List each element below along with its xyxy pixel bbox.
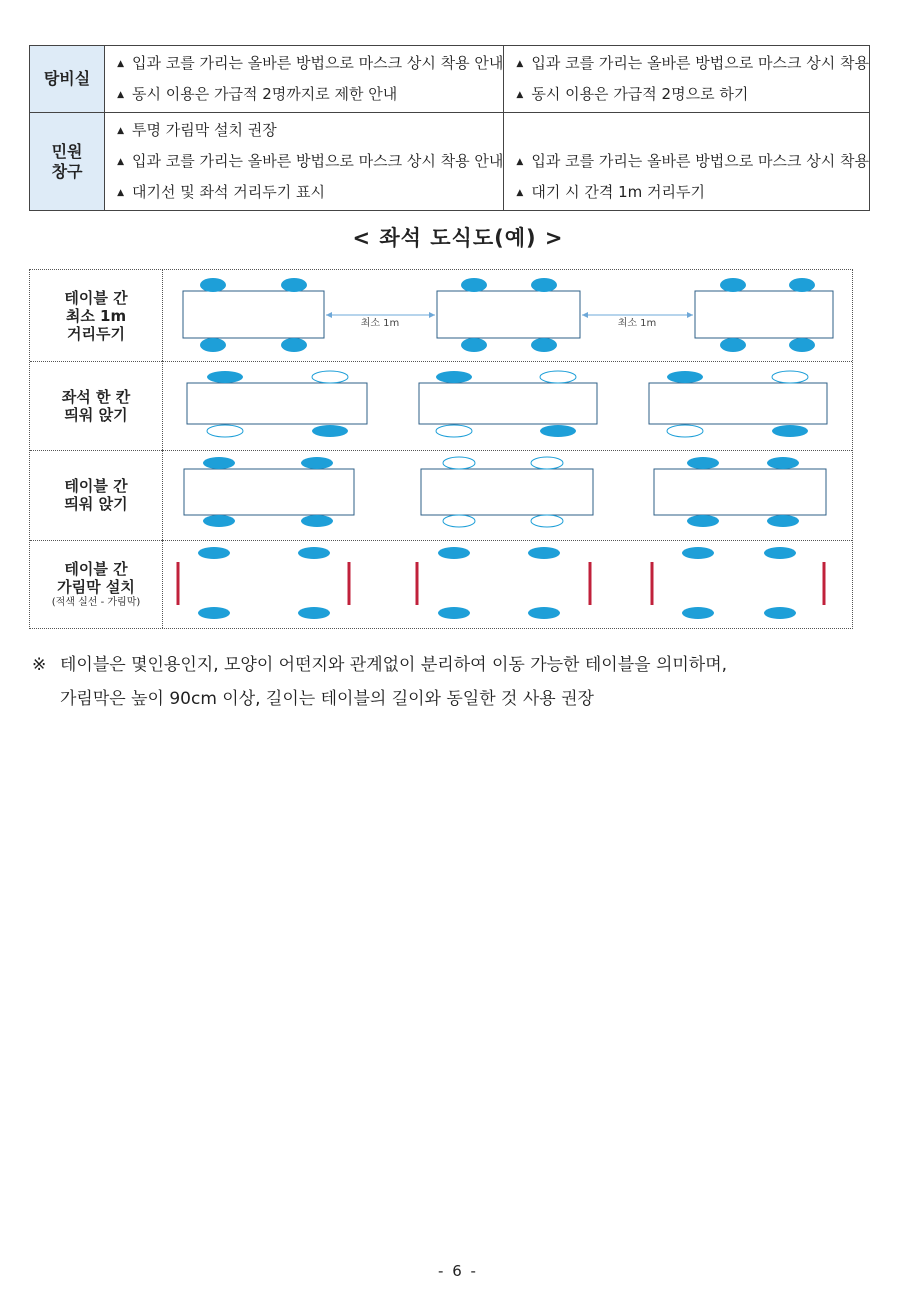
seat-empty <box>540 371 576 383</box>
skip-seat-layout-svg <box>163 361 852 450</box>
list-item <box>516 177 869 208</box>
diagram-art <box>163 270 852 361</box>
diagram-art <box>163 361 852 450</box>
arrowhead-left-icon <box>326 312 332 318</box>
diagram-row-label <box>30 540 163 628</box>
row-label-line: 최소 1m <box>65 306 127 325</box>
row-label-line: 테이블 간 <box>64 477 128 495</box>
table-cell-user-guide <box>504 113 870 211</box>
seat-occupied <box>767 515 799 527</box>
seat-empty <box>531 457 563 469</box>
footnote-text: 테이블은 몇인용인지, 모양이 어떤지와 관계없이 분리하여 이동 가능한 테이블을 의미하며, <box>60 655 728 675</box>
seat-occupied <box>720 338 746 352</box>
row-label-line: 띄워 앉기 <box>64 405 128 424</box>
seat-occupied <box>461 338 487 352</box>
seat-occupied <box>203 515 235 527</box>
guideline-table <box>29 45 870 211</box>
seat-occupied <box>667 371 703 383</box>
seat-empty <box>207 425 243 437</box>
footnote <box>32 648 892 716</box>
list-item <box>516 48 869 79</box>
list-item <box>117 177 503 208</box>
seat-occupied <box>764 547 796 559</box>
row-header-pantry <box>30 46 105 113</box>
table-shape <box>419 383 597 424</box>
seat-occupied <box>438 547 470 559</box>
table-shape <box>184 469 354 515</box>
distance-label: 최소 1m <box>617 318 657 329</box>
seat-occupied <box>200 338 226 352</box>
seat-occupied <box>682 547 714 559</box>
triangle-bullet-icon: ▲ <box>117 59 124 69</box>
seat-empty <box>312 371 348 383</box>
row-header-service-counter <box>30 113 105 211</box>
table-shape <box>421 469 593 515</box>
triangle-bullet-icon: ▲ <box>516 157 524 167</box>
row-label-line: 테이블 간 <box>64 288 128 307</box>
seat-occupied <box>312 425 348 437</box>
seat-occupied <box>438 607 470 619</box>
seat-empty <box>531 515 563 527</box>
list-item <box>117 146 503 177</box>
seat-occupied <box>281 338 307 352</box>
diagram-row-label <box>30 361 163 450</box>
table-cell-admin-guide <box>105 46 504 113</box>
table-shape <box>654 469 826 515</box>
row-sublabel: (적색 실선 - 가림막) <box>51 596 141 608</box>
seat-occupied <box>436 371 472 383</box>
list-item <box>117 79 503 110</box>
row-label-line: 거리두기 <box>67 324 125 343</box>
list-item-text: 입과 코를 가리는 올바른 방법으로 마스크 상시 착용 <box>531 54 869 72</box>
seat-occupied <box>198 607 230 619</box>
list-item-text: 투명 가림막 설치 권장 <box>131 121 277 139</box>
seat-occupied <box>528 607 560 619</box>
list-item-text: 대기 시 간격 1m 거리두기 <box>531 183 705 201</box>
row-label-line: 띄워 앉기 <box>64 495 128 513</box>
table-shape <box>187 383 367 424</box>
triangle-bullet-icon: ▲ <box>516 90 524 100</box>
diagram-row-partition <box>30 540 852 628</box>
seat-occupied <box>720 278 746 292</box>
diagram-art <box>163 450 852 540</box>
reference-mark-icon: ※ <box>32 655 47 675</box>
diagram-row-skip-seat <box>30 361 852 451</box>
list-item-text: 동시 이용은 가급적 2명으로 하기 <box>531 85 749 103</box>
diagram-art <box>163 540 852 628</box>
footnote-line <box>32 648 892 682</box>
list-item <box>516 146 869 177</box>
diagram-row-label <box>30 270 163 361</box>
seat-occupied <box>687 515 719 527</box>
page-number: - 6 - <box>438 1262 478 1280</box>
figure-title: < 좌석 도식도(예) > <box>352 226 564 250</box>
seat-occupied <box>207 371 243 383</box>
seat-occupied <box>789 338 815 352</box>
list-item <box>117 48 503 79</box>
table-cell-user-guide <box>504 46 870 113</box>
table-shape <box>649 383 827 424</box>
distance-layout-svg <box>163 270 852 361</box>
arrowhead-right-icon <box>429 312 435 318</box>
seat-occupied <box>789 278 815 292</box>
table-shape <box>183 291 324 338</box>
list-item-empty <box>516 115 869 146</box>
seat-occupied <box>764 607 796 619</box>
seat-empty <box>436 425 472 437</box>
list-item-text: 입과 코를 가리는 올바른 방법으로 마스크 상시 착용 안내 <box>131 152 504 170</box>
distance-label: 최소 1m <box>360 318 400 329</box>
triangle-bullet-icon: ▲ <box>117 157 124 167</box>
list-item-text: 입과 코를 가리는 올바른 방법으로 마스크 상시 착용 <box>531 152 869 170</box>
table-row <box>30 113 870 211</box>
seat-empty <box>443 515 475 527</box>
triangle-bullet-icon: ▲ <box>117 126 124 136</box>
list-item-text: 입과 코를 가리는 올바른 방법으로 마스크 상시 착용 안내 <box>131 54 504 72</box>
triangle-bullet-icon: ▲ <box>117 90 124 100</box>
table-cell-admin-guide <box>105 113 504 211</box>
seat-occupied <box>198 547 230 559</box>
list-item <box>117 115 503 146</box>
list-item-text: 대기선 및 좌석 거리두기 표시 <box>131 183 325 201</box>
row-header-label: 탕비실 <box>43 69 91 88</box>
seat-occupied <box>772 425 808 437</box>
seat-occupied <box>687 457 719 469</box>
seat-occupied <box>203 457 235 469</box>
seat-occupied <box>682 607 714 619</box>
table-shape <box>695 291 833 338</box>
seat-empty <box>667 425 703 437</box>
seat-occupied <box>281 278 307 292</box>
partition-layout-svg <box>163 540 852 628</box>
seat-occupied <box>301 457 333 469</box>
arrowhead-right-icon <box>687 312 693 318</box>
seat-occupied <box>200 278 226 292</box>
seat-occupied <box>528 547 560 559</box>
triangle-bullet-icon: ▲ <box>516 59 524 69</box>
table-shape <box>437 291 580 338</box>
seat-empty <box>443 457 475 469</box>
row-label-line: 가림막 설치 <box>57 577 135 596</box>
row-label-line: 테이블 간 <box>64 559 128 578</box>
seat-occupied <box>298 607 330 619</box>
footnote-line: 가림막은 높이 90cm 이상, 길이는 테이블의 길이와 동일한 것 사용 권장 <box>60 689 594 709</box>
seat-occupied <box>531 278 557 292</box>
skip-table-layout-svg <box>163 450 852 540</box>
row-label-line: 좌석 한 칸 <box>61 387 131 406</box>
row-header-label: 민원 <box>51 141 83 161</box>
row-header-label: 창구 <box>51 161 83 181</box>
triangle-bullet-icon: ▲ <box>516 188 524 198</box>
seat-occupied <box>301 515 333 527</box>
seat-occupied <box>461 278 487 292</box>
seating-diagram <box>29 269 853 629</box>
seat-occupied <box>767 457 799 469</box>
seat-occupied <box>531 338 557 352</box>
diagram-row-skip-table <box>30 450 852 541</box>
list-item-text: 동시 이용은 가급적 2명까지로 제한 안내 <box>131 85 398 103</box>
arrowhead-left-icon <box>582 312 588 318</box>
list-item <box>516 79 869 110</box>
diagram-row-label <box>30 450 163 540</box>
diagram-row-distance <box>30 270 852 362</box>
seat-occupied <box>298 547 330 559</box>
triangle-bullet-icon: ▲ <box>117 188 124 198</box>
seat-occupied <box>540 425 576 437</box>
seat-empty <box>772 371 808 383</box>
table-row <box>30 46 870 113</box>
